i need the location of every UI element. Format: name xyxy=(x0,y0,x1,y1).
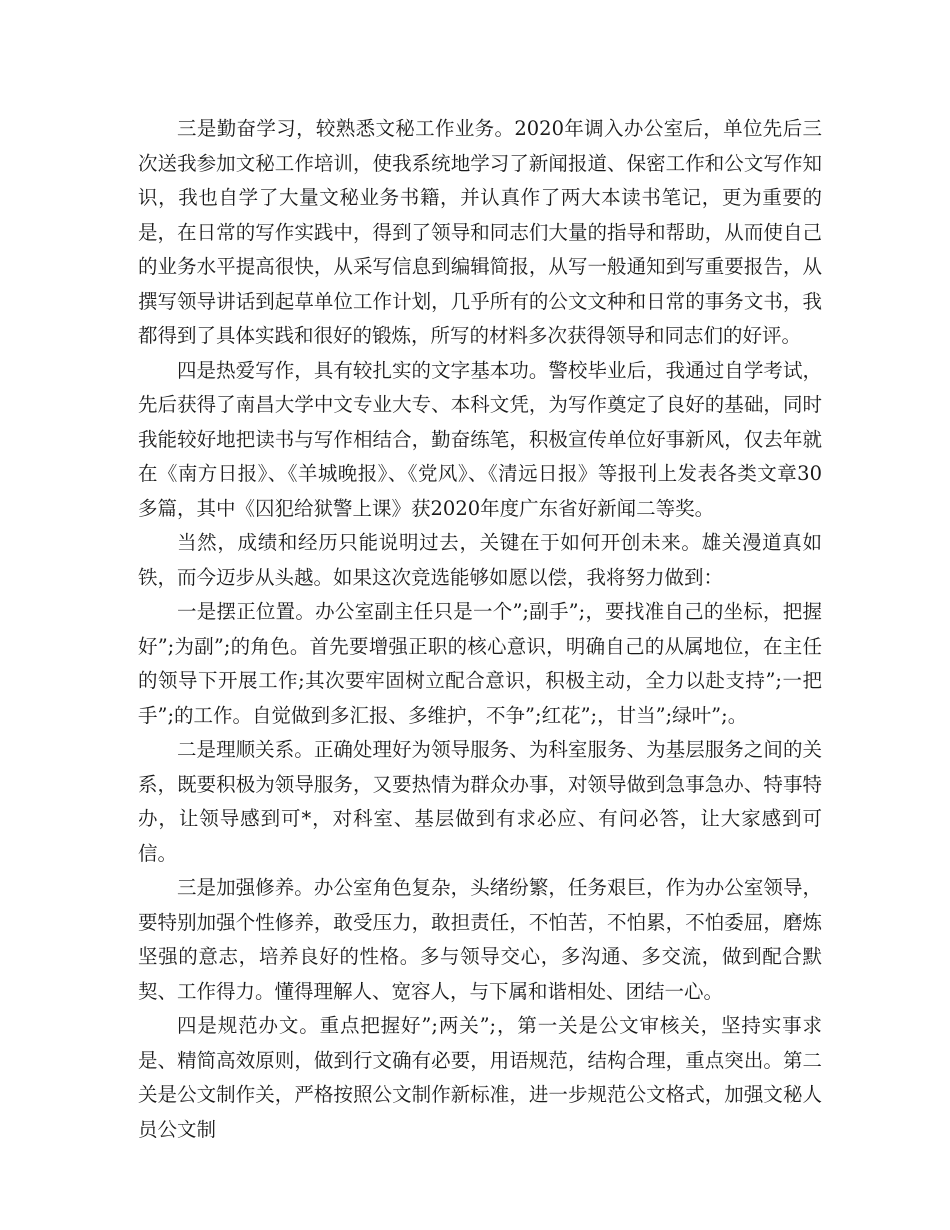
paragraph-cultivation: 三是加强修养。办公室角色复杂，头绪纷繁，任务艰巨，作为办公室领导，要特别加强个性修养，敢受压力，敢担责任，不怕苦，不怕累，不怕委屈，磨炼坚强的意志，培养良好的性格。多与领导交心，多沟通、多交流，做到配合默契、工作得力。懂得理解人、宽容人，与下属和谐相处、团结一心。 xyxy=(138,876,822,1003)
document-body xyxy=(138,112,822,1147)
paragraph-future: 当然，成绩和经历只能说明过去，关键在于如何开创未来。雄关漫道真如铁，而今迈步从头越。如果这次竞选能够如愿以偿，我将努力做到： xyxy=(138,531,822,589)
paragraph-documents: 四是规范办文。重点把握好”;两关”;，第一关是公文审核关，坚持实事求是、精简高效原则，做到行文确有必要，用语规范，结构合理，重点突出。第二关是公文制作关，严格按照公文制作新标准，进一步规范公文格式，加强文秘人员公文制 xyxy=(138,1014,822,1141)
paragraph-study: 三是勤奋学习，较熟悉文秘工作业务。2020年调入办公室后，单位先后三次送我参加文秘工作培训，使我系统地学习了新闻报道、保密工作和公文写作知识，我也自学了大量文秘业务书籍，并认真作了两大本读书笔记，更为重要的是，在日常的写作实践中，得到了领导和同志们大量的指导和帮助，从而使自己的业务水平提高很快，从采写信息到编辑简报，从写一般通知到写重要报告，从撰写领导讲话到起草单位工作计划，几乎所有的公文文种和日常的事务文书，我都得到了具体实践和很好的锻炼，所写的材料多次获得领导和同志们的好评。 xyxy=(138,117,822,347)
paragraph-writing: 四是热爱写作，具有较扎实的文字基本功。警校毕业后，我通过自学考试，先后获得了南昌大学中文专业大专、本科文凭，为写作奠定了良好的基础，同时我能较好地把读书与写作相结合，勤奋练笔，积极宣传单位好事新风，仅去年就在《南方日报》、《羊城晚报》、《党风》、《清远日报》等报刊上发表各类文章30多篇，其中《囚犯给狱警上课》获2020年度广东省好新闻二等奖。 xyxy=(138,358,822,520)
paragraph-relations: 二是理顺关系。正确处理好为领导服务、为科室服务、为基层服务之间的关系，既要积极为领导服务，又要热情为群众办事，对领导做到急事急办、特事特办，让领导感到可*，对科室、基层做到有求必应、有问必答，让大家感到可信。 xyxy=(138,738,822,865)
paragraph-position: 一是摆正位置。办公室副主任只是一个”;副手”;，要找准自己的坐标，把握好”;为副”;的角色。首先要增强正职的核心意识，明确自己的从属地位，在主任的领导下开展工作;其次要牢固树立配合意识，积极主动，全力以赴支持”;一把手”;的工作。自觉做到多汇报、多维护，不争”;红花”;，甘当”;绿叶”;。 xyxy=(138,600,822,727)
